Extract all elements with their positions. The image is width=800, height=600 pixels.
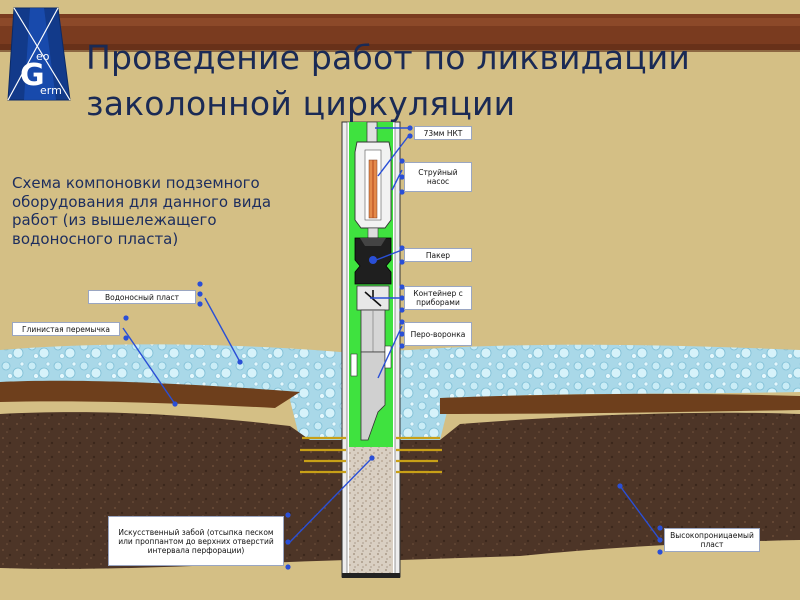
label-funnel: Перо-воронка (404, 322, 472, 346)
sand-fill (349, 447, 393, 575)
label-tubing: 73мм НКТ (414, 126, 472, 140)
label-artificial-bottom: Искусственный забой (отсыпка песком или проппантом до верхних отверстий интервала перфорации) (108, 516, 284, 566)
casing-bottom (342, 573, 400, 578)
label-packer: Пакер (404, 248, 472, 262)
label-clay: Глинистая перемычка (12, 322, 120, 336)
label-permeable: Высокопроницаемый пласт (664, 528, 760, 552)
page-title-line1: Проведение работ по ликвидации (86, 38, 691, 77)
top-band-shading (0, 18, 800, 26)
logo-glyph: G (20, 58, 45, 93)
label-container: Контейнер с приборами (404, 286, 472, 310)
clay-layer-right (440, 394, 800, 414)
logo-text-top: eo (36, 50, 50, 63)
diagram-subtitle: Схема компоновки подземного оборудования для данного вида работ (из вышележащего водоносного пласта) (12, 174, 272, 248)
page-title-line2: заколонной циркуляции (86, 84, 516, 123)
label-jet-pump: Струйный насос (404, 162, 472, 192)
logo-text-bottom: erm (40, 84, 62, 97)
label-aquifer: Водоносный пласт (88, 290, 196, 304)
